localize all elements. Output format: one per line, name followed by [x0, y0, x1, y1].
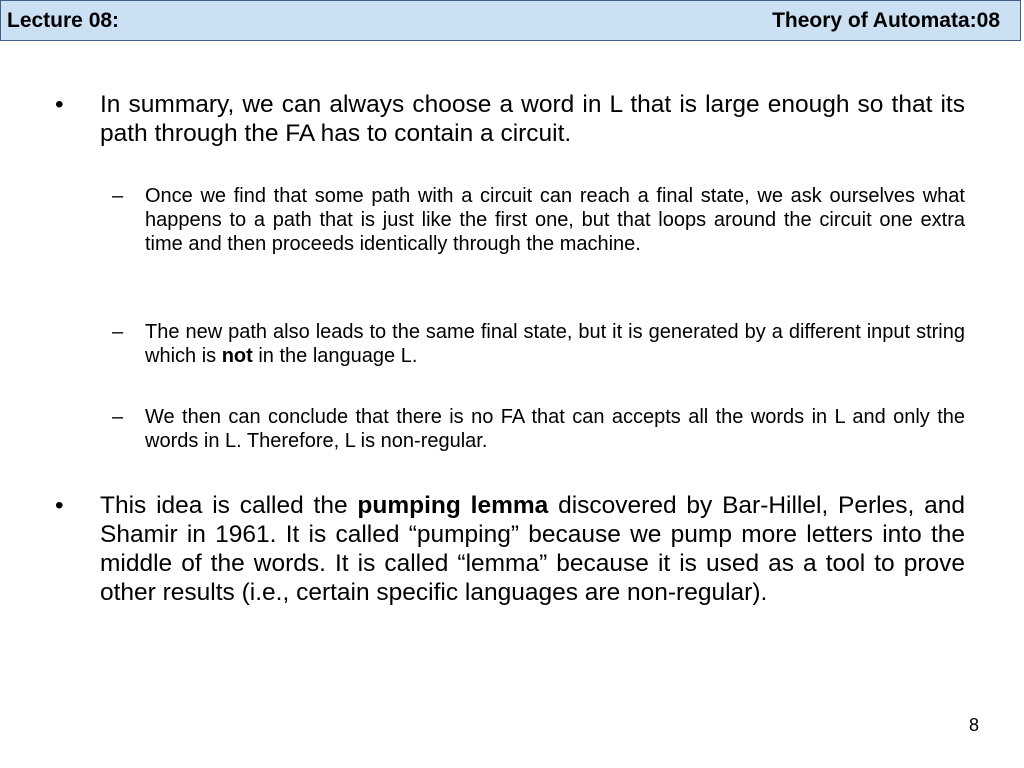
page-number: 8 [968, 715, 979, 735]
term-pumping-lemma: pumping lemma [357, 492, 549, 519]
bullet-pumping-lemma [55, 491, 965, 607]
bullet-marker: • [55, 492, 64, 519]
bullet-text-start: This idea is called the [100, 492, 358, 519]
subbullet-marker: – [112, 321, 124, 343]
subbullet-text: We then can conclude that there is no FA that can accepts all the words in L and only the words in L. Therefore, L is non-regular. [145, 406, 965, 452]
subbullet-marker: – [112, 185, 124, 207]
subbullet-text-start: The new path also leads to the same final state, but it is generated by a different input string which is [145, 321, 965, 367]
subbullet-circuit-path [112, 184, 965, 256]
bullet-marker: • [55, 91, 64, 118]
subbullet-new-path [112, 320, 965, 368]
lecture-title: Lecture 08: [7, 9, 120, 32]
subbullet-text-end: in the language L. [252, 345, 418, 367]
emphasis-not: not [221, 345, 253, 367]
slide-header [0, 0, 1021, 41]
bullet-text: In summary, we can always choose a word in L that is large enough so that its path through the FA has to contain a circuit. [100, 91, 965, 147]
subbullet-conclusion [112, 405, 965, 453]
subbullet-text: Once we find that some path with a circuit can reach a final state, we ask ourselves what happens to a path that is just like the first one, but that loops around the circuit one extra time and then proceeds identically through the machine. [145, 185, 965, 255]
bullet-text [100, 491, 965, 607]
course-title: Theory of Automata:08 [772, 9, 1000, 32]
bullet-text-end: discovered by Bar-Hillel, Perles, and Shamir in 1961. It is called “pumping” because we pump more letters into the middle of the words. It is called “lemma” because it is used as a tool to prove other results (i.e., certain specific languages are non-regular). [100, 492, 965, 606]
subbullet-text [145, 320, 965, 368]
subbullet-marker: – [112, 406, 124, 428]
bullet-summary [55, 90, 965, 148]
